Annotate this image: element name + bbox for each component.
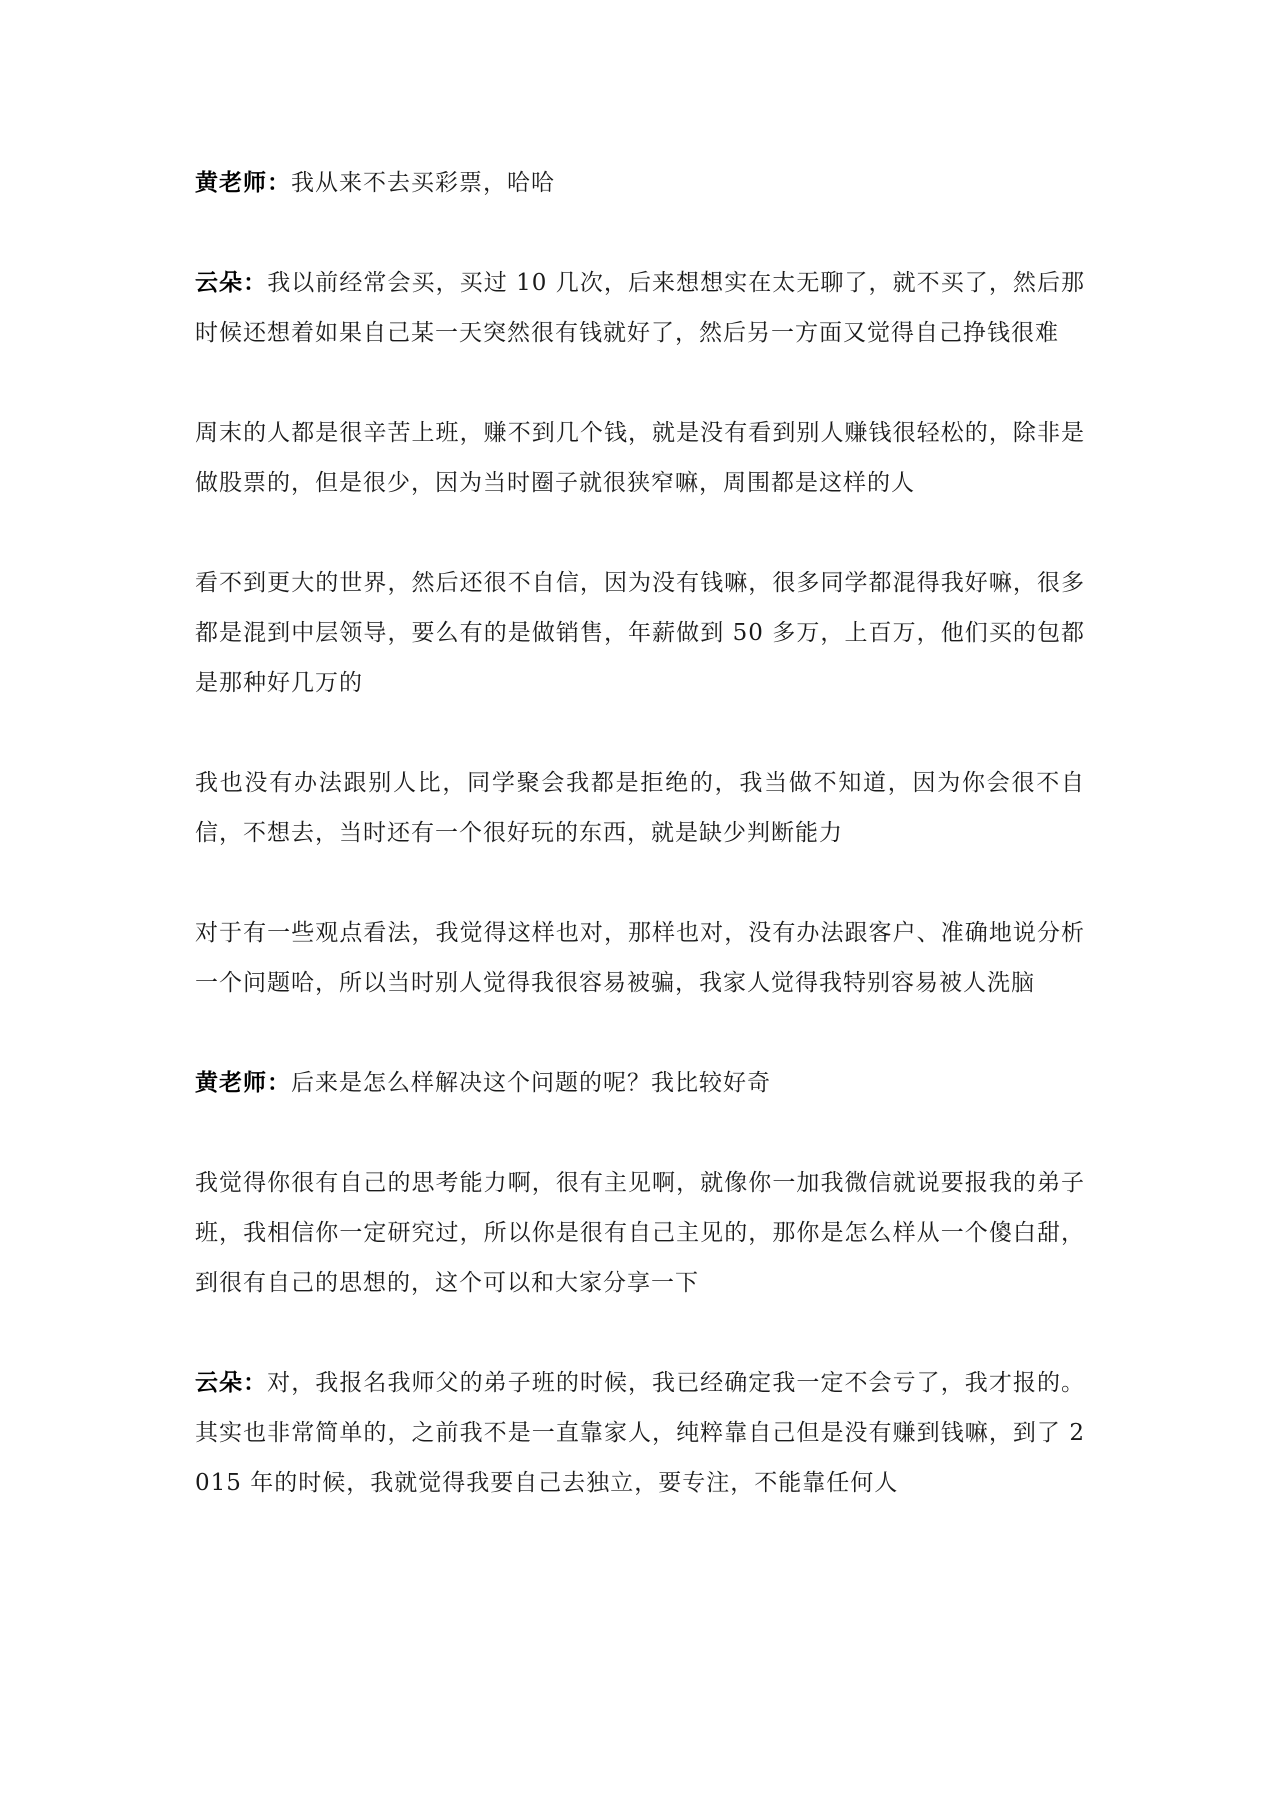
paragraph-8 [195, 1158, 1085, 1308]
paragraph-text: 我觉得你很有自己的思考能力啊，很有主见啊，就像你一加我微信就说要报我的弟子班，我相信你一定研究过，所以你是很有自己主见的，那你是怎么样从一个傻白甜，到很有自己的思想的，这个可以和大家分享一下 [195, 1170, 1085, 1296]
paragraph-text: 后来是怎么样解决这个问题的呢？我比较好奇 [291, 1070, 771, 1096]
paragraph-6 [195, 908, 1085, 1008]
paragraph-text: 对于有一些观点看法，我觉得这样也对，那样也对，没有办法跟客户、准确地说分析一个问题哈，所以当时别人觉得我很容易被骗，我家人觉得我特别容易被人洗脑 [195, 920, 1085, 996]
paragraph-text: 看不到更大的世界，然后还很不自信，因为没有钱嘛，很多同学都混得我好嘛，很多都是混到中层领导，要么有的是做销售，年薪做到 50 多万，上百万，他们买的包都是那种好几万的 [195, 570, 1085, 696]
paragraph-5 [195, 758, 1085, 858]
paragraph-text: 我也没有办法跟别人比，同学聚会我都是拒绝的，我当做不知道，因为你会很不自信，不想去，当时还有一个很好玩的东西，就是缺少判断能力 [195, 770, 1085, 846]
speaker-label: 云朵： [195, 1370, 268, 1396]
paragraph-text: 我从来不去买彩票，哈哈 [291, 170, 555, 196]
paragraph-2 [195, 258, 1085, 358]
paragraph-3 [195, 408, 1085, 508]
paragraph-4 [195, 558, 1085, 708]
paragraph-text: 对，我报名我师父的弟子班的时候，我已经确定我一定不会亏了，我才报的。其实也非常简单的，之前我不是一直靠家人，纯粹靠自己但是没有赚到钱嘛，到了 2015 年的时候，我就觉得我要自己去独立，要专注，不能靠任何人 [195, 1370, 1086, 1496]
paragraph-1 [195, 158, 1085, 208]
speaker-label: 黄老师： [195, 170, 291, 196]
speaker-label: 云朵： [195, 270, 268, 296]
speaker-label: 黄老师： [195, 1070, 291, 1096]
paragraph-text: 我以前经常会买，买过 10 几次，后来想想实在太无聊了，就不买了，然后那时候还想着如果自己某一天突然很有钱就好了，然后另一方面又觉得自己挣钱很难 [195, 270, 1086, 346]
paragraph-7 [195, 1058, 1085, 1108]
paragraph-9 [195, 1358, 1085, 1508]
transcript-body [195, 158, 1085, 1558]
paragraph-text: 周末的人都是很辛苦上班，赚不到几个钱，就是没有看到别人赚钱很轻松的，除非是做股票的，但是很少，因为当时圈子就很狭窄嘛，周围都是这样的人 [195, 420, 1085, 496]
